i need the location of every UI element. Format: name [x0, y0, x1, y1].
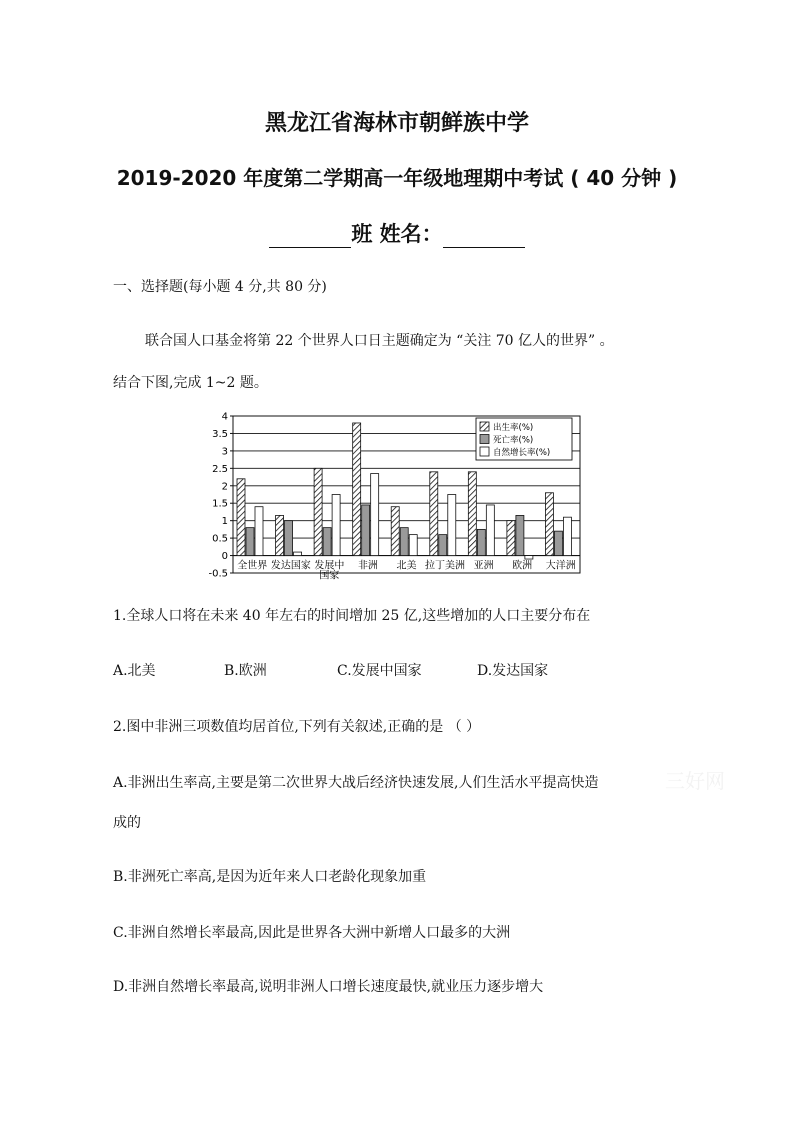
question-1-option-d[interactable]: D.发达国家: [477, 663, 549, 679]
x-tick-label: 国家: [319, 570, 340, 580]
population-rate-chart: [206, 408, 590, 580]
class-label: 班: [351, 222, 373, 246]
legend-label: 自然增长率(%): [493, 448, 551, 458]
x-tick-label: 大洋洲: [545, 560, 576, 572]
bar: [516, 515, 524, 555]
y-tick-label: 0: [221, 551, 228, 563]
y-tick-label: 2: [221, 481, 228, 493]
bar: [237, 479, 245, 556]
question-2-option-b[interactable]: B.非洲死亡率高,是因为近年来人口老龄化现象加重: [113, 869, 427, 885]
bar: [400, 528, 408, 556]
bar: [332, 495, 340, 556]
bar: [276, 515, 284, 555]
legend-swatch: [480, 435, 489, 444]
x-tick-label: 北美: [396, 560, 417, 572]
question-2-option-a[interactable]: A.非洲出生率高,主要是第二次世界大战后经济快速发展,人们生活水平提高快造: [113, 775, 599, 791]
legend-swatch: [480, 447, 489, 456]
question-2-option-a-cont: 成的: [113, 815, 141, 831]
bar: [255, 507, 263, 556]
x-tick-label: 欧洲: [512, 560, 533, 572]
x-tick-label: 拉丁美洲: [425, 560, 466, 572]
bar: [525, 556, 533, 559]
x-tick-label: 非洲: [357, 560, 378, 572]
y-tick-label: 1: [221, 516, 228, 528]
bar: [507, 521, 515, 556]
name-blank[interactable]: [443, 229, 525, 248]
bar: [430, 472, 438, 556]
bar: [391, 507, 399, 556]
bar: [439, 535, 447, 556]
question-1-option-b[interactable]: B.欧洲: [224, 663, 267, 679]
y-tick-label: 4: [221, 411, 228, 423]
bar: [353, 423, 361, 556]
bar: [246, 528, 254, 556]
watermark-logo: 三好网: [665, 769, 725, 793]
question-2-stem: 2.图中非洲三项数值均居首位,下列有关叙述,正确的是 （ ）: [113, 719, 481, 735]
y-tick-label: 1.5: [212, 498, 228, 510]
question-1-option-c[interactable]: C.发展中国家: [337, 663, 422, 679]
legend-label: 出生率(%): [493, 423, 534, 433]
y-tick-label: -0.5: [208, 568, 228, 580]
x-tick-label: 发达国家: [270, 560, 311, 572]
x-tick-label: 全世界: [237, 560, 268, 572]
exam-title: 2019-2020 年度第二学期高一年级地理期中考试 ( 40 分钟 ): [116, 166, 678, 190]
legend-label: 死亡率(%): [493, 435, 534, 446]
y-tick-label: 3: [221, 446, 228, 458]
intro-line-2: 结合下图,完成 1~2 题。: [113, 375, 268, 391]
bar: [448, 495, 456, 556]
legend-swatch: [480, 422, 489, 431]
bar: [563, 517, 571, 555]
y-tick-label: 3.5: [212, 428, 228, 440]
chart-svg: [206, 408, 590, 580]
bar: [314, 468, 322, 555]
name-label: 姓名：: [379, 222, 443, 246]
x-tick-label: 亚洲: [473, 560, 494, 572]
bar: [362, 505, 370, 556]
question-1-option-a[interactable]: A.北美: [113, 663, 156, 679]
question-1-stem: 1.全球人口将在未来 40 年左右的时间增加 25 亿,这些增加的人口主要分布在: [113, 608, 591, 624]
school-title: 黑龙江省海林市朝鲜族中学: [264, 111, 529, 136]
bar: [409, 535, 417, 556]
question-2-option-d[interactable]: D.非洲自然增长率最高,说明非洲人口增长速度最快,就业压力逐步增大: [113, 979, 544, 995]
bar: [468, 472, 476, 556]
bar: [477, 529, 485, 555]
section-heading: 一、选择题(每小题 4 分,共 80 分): [113, 279, 327, 295]
x-tick-label: 发展中: [314, 560, 345, 572]
bar: [554, 531, 562, 555]
bar: [285, 521, 293, 556]
class-name-line: [0, 218, 794, 248]
y-tick-label: 0.5: [212, 533, 228, 545]
bar: [294, 552, 302, 555]
bar: [323, 528, 331, 556]
bar: [371, 474, 379, 556]
bar: [486, 505, 494, 556]
intro-line-1: 联合国人口基金将第 22 个世界人口日主题确定为 “关注 70 亿人的世界” 。: [145, 333, 614, 349]
y-tick-label: 2.5: [212, 463, 228, 475]
class-blank[interactable]: [269, 229, 351, 248]
question-2-option-c[interactable]: C.非洲自然增长率最高,因此是世界各大洲中新增人口最多的大洲: [113, 925, 511, 941]
bar: [545, 493, 553, 556]
